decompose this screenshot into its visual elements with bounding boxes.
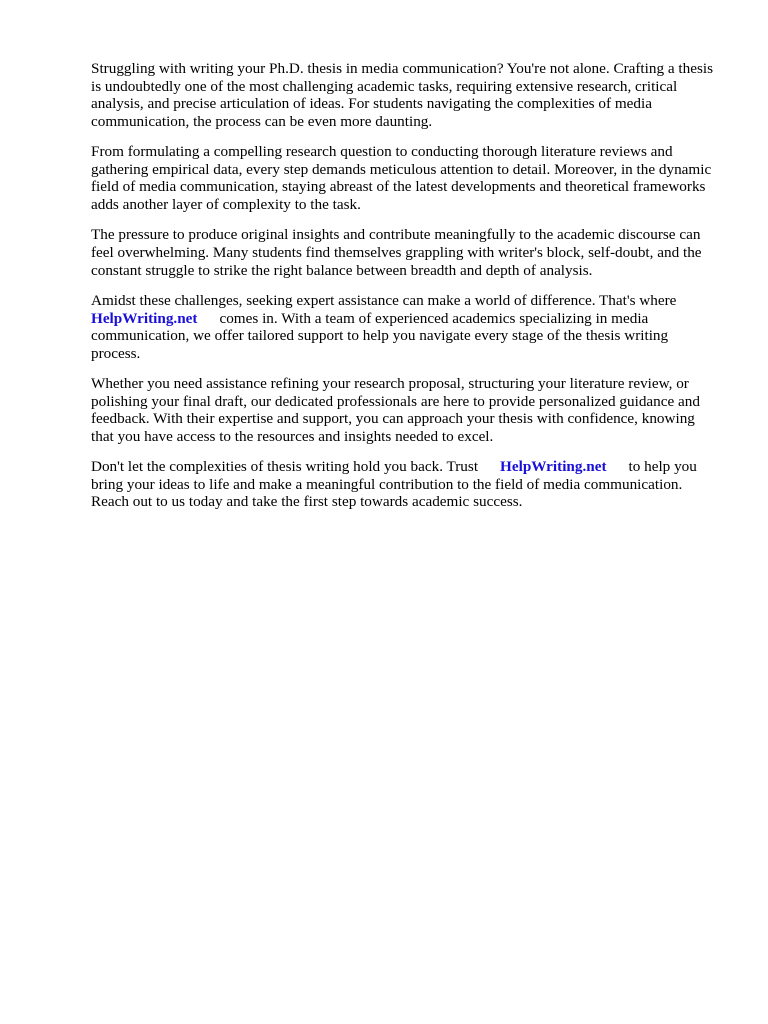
paragraph-intro: Struggling with writing your Ph.D. thesis in media communication? You're not alone. Crafting a thesis is undoubtedly one of the most challenging academic tasks, requiring extensive research, critical analysis, and precise articulation of ideas. For students navigating the complexities of media communication, the process can be even more daunting. <box>91 60 713 130</box>
paragraph-assistance-text-before: Amidst these challenges, seeking expert assistance can make a world of difference. That's where <box>91 291 677 309</box>
helpwriting-link-cta[interactable]: HelpWriting.net <box>500 458 607 476</box>
paragraph-pressure: The pressure to produce original insights and contribute meaningfully to the academic discourse can feel overwhelming. Many students find themselves grappling with writer's block, self-doubt, and the constant struggle to strike the right balance between breadth and depth of analysis. <box>91 226 702 279</box>
helpwriting-link[interactable]: HelpWriting.net <box>91 309 198 327</box>
paragraph-assistance <box>91 292 716 362</box>
paragraph-call-to-action <box>91 458 716 511</box>
paragraph-research-steps: From formulating a compelling research question to conducting thorough literature reviews and gathering empirical data, every step demands meticulous attention to detail. Moreover, in the dynamic field of media communication, staying abreast of the latest developments and theoretical frameworks adds another layer of complexity to the task. <box>91 143 712 213</box>
paragraph-assistance-text-after: comes in. With a team of experienced academics specializing in media communication, we offer tailored support to help you navigate every stage of the thesis writing process. <box>91 309 669 362</box>
document-body <box>91 60 716 524</box>
paragraph-services: Whether you need assistance refining your research proposal, structuring your literature review, or polishing your final draft, our dedicated professionals are here to provide personalized guidance and feedback. With their expertise and support, you can approach your thesis with confidence, knowing that you have access to the resources and insights needed to excel. <box>91 375 700 445</box>
paragraph-cta-text-after: to help you bring your ideas to life and make a meaningful contribution to the field of media communication. Reach out to us today and take the first step towards academic success. <box>91 458 697 511</box>
paragraph-cta-text-before: Don't let the complexities of thesis writing hold you back. Trust <box>91 458 479 476</box>
